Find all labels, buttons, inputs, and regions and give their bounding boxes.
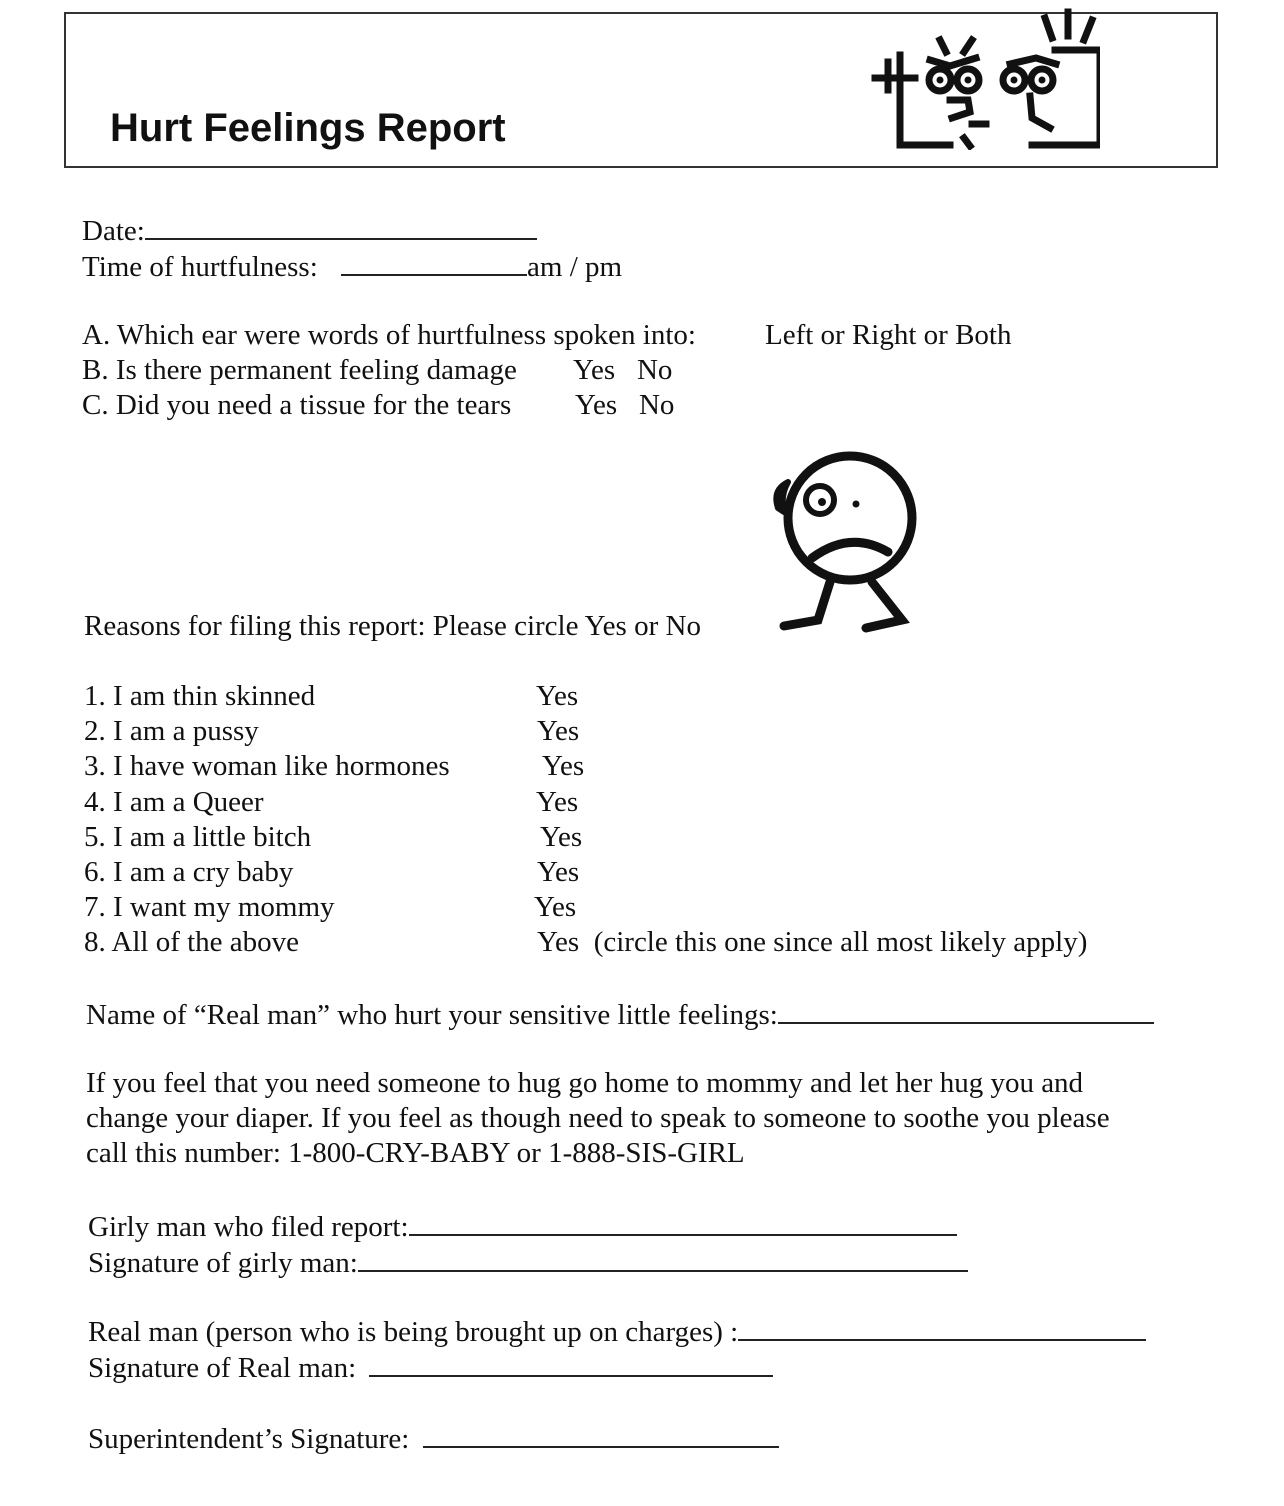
reason-label: 6. I am a cry baby	[84, 856, 294, 888]
reason-answer[interactable]: Yes	[536, 680, 579, 712]
date-field[interactable]	[145, 212, 537, 240]
instructions-paragraph	[86, 1066, 1206, 1171]
question-b-options[interactable]: Yes No	[573, 354, 673, 386]
real-man-field[interactable]	[738, 1313, 1146, 1341]
time-row	[82, 248, 622, 284]
reason-answer[interactable]: Yes	[537, 856, 580, 888]
arguing-faces-icon	[800, 0, 1100, 150]
real-man-signature-label: Signature of Real man:	[88, 1352, 357, 1384]
question-b-text: B. Is there permanent feeling damage	[82, 354, 517, 386]
reason-answer[interactable]: Yes	[534, 891, 577, 923]
reason-label: 4. I am a Queer	[84, 786, 264, 818]
question-a-text: A. Which ear were words of hurtfulness spoken into:	[82, 319, 696, 351]
question-c-options[interactable]: Yes No	[575, 389, 675, 421]
question-c	[82, 388, 511, 422]
paragraph-line: If you feel that you need someone to hug go home to mommy and let her hug you and	[86, 1067, 1084, 1099]
crying-face-icon	[740, 450, 930, 650]
date-row	[82, 212, 537, 248]
reason-answer[interactable]: Yes	[540, 821, 583, 853]
filed-by-label: Girly man who filed report:	[88, 1211, 409, 1243]
real-man-row	[88, 1313, 1146, 1349]
real-man-signature-field[interactable]	[369, 1349, 773, 1377]
time-suffix: am / pm	[527, 251, 623, 283]
reason-answer[interactable]: Yes	[536, 786, 579, 818]
girly-signature-label: Signature of girly man:	[88, 1247, 358, 1279]
date-label: Date:	[82, 215, 145, 247]
question-b	[82, 353, 517, 387]
reason-label: 5. I am a little bitch	[84, 821, 312, 853]
reason-label: 7. I want my mommy	[84, 891, 335, 923]
question-a-options[interactable]: Left or Right or Both	[765, 319, 1012, 351]
real-man-name-field[interactable]	[778, 996, 1154, 1024]
real-man-signature-row	[88, 1349, 773, 1385]
reason-answer[interactable]: Yes	[542, 750, 585, 782]
reason-answer[interactable]: Yes (circle this one since all most likely apply)	[537, 926, 1088, 958]
real-man-name-row	[86, 996, 1154, 1032]
superintendent-row	[88, 1420, 779, 1456]
reason-label: 1. I am thin skinned	[84, 680, 316, 712]
time-field[interactable]	[341, 248, 527, 276]
girly-signature-row	[88, 1244, 968, 1280]
real-man-label: Real man (person who is being brought up on charges) :	[88, 1316, 739, 1348]
reason-label: 2. I am a pussy	[84, 715, 259, 747]
reason-answer[interactable]: Yes	[537, 715, 580, 747]
filed-by-row	[88, 1208, 957, 1244]
paragraph-line: call this number: 1-800-CRY-BABY or 1-888-SIS-GIRL	[86, 1137, 745, 1169]
question-c-text: C. Did you need a tissue for the tears	[82, 389, 512, 421]
girly-signature-field[interactable]	[358, 1244, 968, 1272]
page-title: Hurt Feelings Report	[110, 106, 506, 150]
paragraph-line: change your diaper. If you feel as though need to speak to someone to soothe you please	[86, 1102, 1110, 1134]
filed-by-field[interactable]	[409, 1208, 957, 1236]
real-man-name-label: Name of “Real man” who hurt your sensitive little feelings:	[86, 999, 778, 1031]
superintendent-signature-field[interactable]	[423, 1420, 779, 1448]
superintendent-label: Superintendent’s Signature:	[88, 1423, 410, 1455]
reason-label: 8. All of the above	[84, 926, 300, 958]
time-label: Time of hurtfulness:	[82, 251, 318, 283]
reason-label: 3. I have woman like hormones	[84, 750, 450, 782]
question-a	[82, 318, 696, 352]
reasons-prompt: Reasons for filing this report: Please circle Yes or No	[84, 610, 701, 642]
